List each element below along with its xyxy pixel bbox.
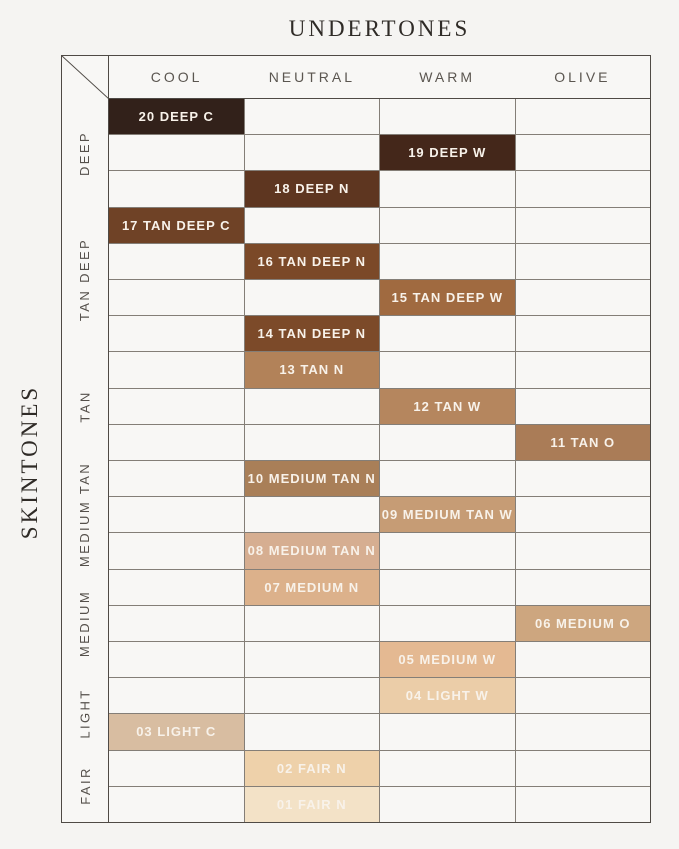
shade-cell-02-fair-n [245,751,380,786]
shade-label: 14 TAN DEEP N [257,326,367,342]
skintone-group-label: MEDIUM TAN [77,462,93,568]
shade-cell-01-fair-n [245,787,380,822]
skintone-group-label: FAIR [77,766,93,806]
undertone-header-cool: COOL [150,69,203,85]
skintone-group-medium [62,569,108,677]
skintones-axis-label: SKINTONES [17,384,42,540]
shade-cell-19-deep-w [380,135,515,170]
empty-grid-cell [380,208,515,243]
shade-label: 13 TAN N [279,362,345,378]
shade-label: 08 MEDIUM TAN N [247,543,376,559]
shade-label: 01 FAIR N [276,796,347,812]
empty-grid-cell [109,135,244,170]
corner-cell [62,56,108,99]
undertone-header-olive: OLIVE [554,69,611,85]
empty-grid-cell [109,678,244,713]
shade-label: 02 FAIR N [276,760,347,776]
empty-grid-cell [245,714,380,749]
skintone-group-label: TAN [77,390,93,423]
empty-grid-cell [245,208,380,243]
shade-label: 19 DEEP W [408,145,487,161]
empty-grid-cell [380,570,515,605]
shade-cell-04-light-w [380,678,515,713]
empty-grid-cell [245,642,380,677]
empty-grid-cell [516,99,651,134]
empty-grid-cell [516,389,651,424]
skintone-group-label: DEEP [77,130,93,176]
shade-cell-20-deep-c [109,99,244,134]
shade-label: 15 TAN DEEP W [391,290,503,306]
shade-cell-12-tan-w [380,389,515,424]
shade-cell-06-medium-o [516,606,651,641]
skintone-group-tan [62,352,108,460]
empty-grid-cell [109,425,244,460]
empty-grid-cell [516,280,651,315]
empty-grid-cell [245,135,380,170]
empty-grid-cell [109,352,244,387]
empty-grid-cell [516,208,651,243]
empty-grid-cell [516,570,651,605]
undertone-header-neutral: NEUTRAL [268,69,356,85]
empty-grid-cell [245,606,380,641]
skintone-group-label: MEDIUM [77,589,93,657]
shade-label: 07 MEDIUM N [264,579,360,595]
empty-grid-cell [380,316,515,351]
empty-grid-cell [516,316,651,351]
empty-grid-cell [380,99,515,134]
shade-cell-14-tan-deep-n [245,316,380,351]
empty-grid-cell [380,461,515,496]
shade-cell-08-medium-tan-n [245,533,380,568]
empty-grid-cell [109,389,244,424]
empty-grid-cell [109,244,244,279]
empty-grid-cell [245,389,380,424]
shade-cell-17-tan-deep-c [109,208,244,243]
shade-label: 11 TAN O [550,434,616,450]
empty-grid-cell [245,678,380,713]
empty-grid-cell [516,135,651,170]
shade-label: 12 TAN W [413,398,482,414]
shade-cell-10-medium-tan-n [245,461,380,496]
shade-label: 04 LIGHT W [405,688,489,704]
shade-cell-07-medium-n [245,570,380,605]
empty-grid-cell [516,714,651,749]
shade-label: 05 MEDIUM W [398,652,497,668]
empty-grid-cell [109,787,244,822]
empty-grid-cell [516,642,651,677]
empty-grid-cell [380,171,515,206]
empty-grid-cell [380,425,515,460]
empty-grid-cell [245,425,380,460]
undertone-header-row [109,56,650,99]
empty-grid-cell [109,751,244,786]
undertones-title: UNDERTONES [288,16,471,41]
empty-grid-cell [516,787,651,822]
shade-cell-18-deep-n [245,171,380,206]
skintone-group-light [62,677,108,749]
skintone-group-label: LIGHT [77,688,93,739]
empty-grid-cell [109,606,244,641]
empty-grid-cell [109,316,244,351]
shade-cell-13-tan-n [245,352,380,387]
shade-cell-16-tan-deep-n [245,244,380,279]
empty-grid-cell [245,280,380,315]
empty-grid-cell [380,714,515,749]
empty-grid-cell [109,280,244,315]
skintone-groups-column [62,56,109,822]
empty-grid-cell [109,461,244,496]
empty-grid-cell [516,171,651,206]
skintone-group-tan-deep [62,207,108,352]
shade-cell-03-light-c [109,714,244,749]
shade-label: 18 DEEP N [274,181,350,197]
skintone-group-fair [62,750,108,822]
shade-label: 20 DEEP C [138,109,214,125]
shade-matrix [109,99,650,822]
shade-label: 06 MEDIUM O [534,615,631,631]
empty-grid-cell [516,678,651,713]
shade-cell-09-medium-tan-w [380,497,515,532]
diagonal-divider-line [62,56,109,99]
empty-grid-cell [380,533,515,568]
empty-grid-cell [380,352,515,387]
empty-grid-cell [516,352,651,387]
shade-label: 09 MEDIUM TAN W [381,507,513,523]
shade-grid [61,55,651,823]
shade-cell-15-tan-deep-w [380,280,515,315]
empty-grid-cell [516,533,651,568]
empty-grid-cell [380,606,515,641]
empty-grid-cell [109,642,244,677]
empty-grid-cell [245,99,380,134]
empty-grid-cell [516,244,651,279]
shade-cell-11-tan-o [516,425,651,460]
empty-grid-cell [245,497,380,532]
skintone-group-deep [62,99,108,207]
empty-grid-cell [380,244,515,279]
shade-label: 17 TAN DEEP C [121,217,231,233]
empty-grid-cell [109,171,244,206]
skintone-group-label: TAN DEEP [77,238,93,322]
shade-cell-05-medium-w [380,642,515,677]
empty-grid-cell [109,497,244,532]
shade-label: 10 MEDIUM TAN N [247,471,376,487]
empty-grid-cell [516,751,651,786]
undertone-header-warm: WARM [419,69,476,85]
empty-grid-cell [380,787,515,822]
empty-grid-cell [380,751,515,786]
empty-grid-cell [109,570,244,605]
empty-grid-cell [516,497,651,532]
skintone-group-medium-tan [62,461,108,569]
shade-label: 03 LIGHT C [136,724,217,740]
empty-grid-cell [109,533,244,568]
empty-grid-cell [516,461,651,496]
shade-label: 16 TAN DEEP N [257,253,367,269]
